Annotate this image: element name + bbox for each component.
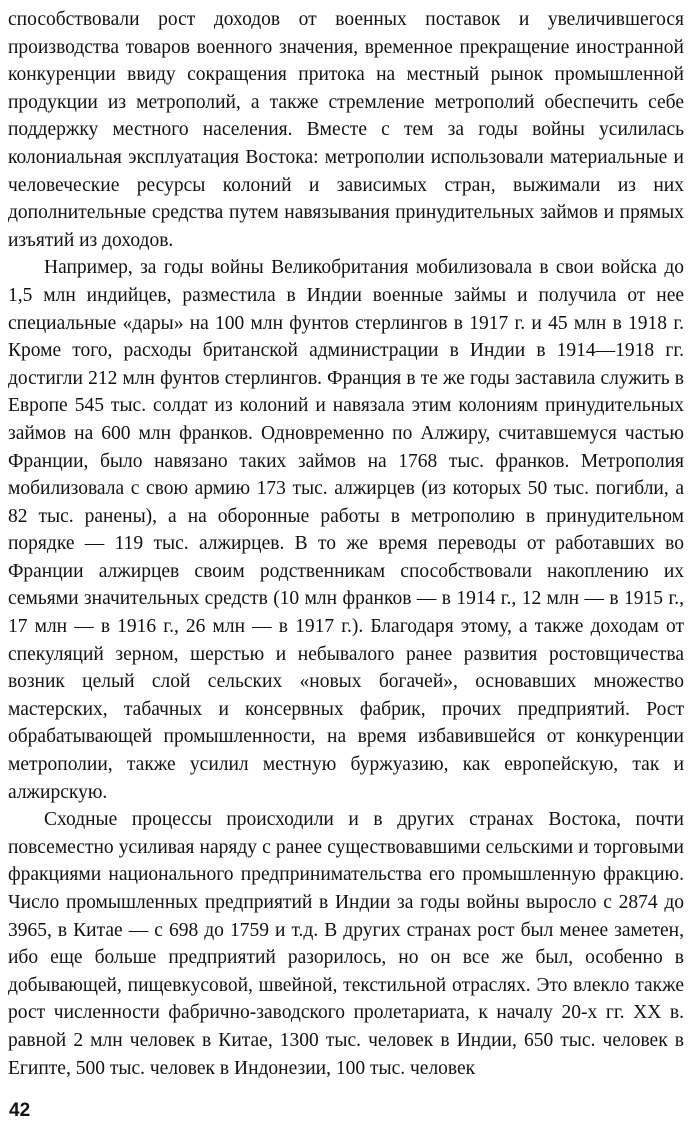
paragraph-3: Сходные процессы происходили и в других странах Востока, почти повсеместно усиливая наряду с ранее существовавшими сельскими и торговыми фракциями национального предпринимательства его промышленную фракцию. Число промышленных предприятий в Индии за годы войны выросло с 2874 до 3965, в Китае — с 698 до 1759 и т.д. В других странах рост был менее заметен, ибо еще больше предприятий разорилось, но он все же был, особенно в добывающей, пищевкусовой, швейной, текстильной отраслях. Это влекло также рост численности фабрично-заводского пролетариата, к началу 20-х гг. XX в. равной 2 млн человек в Китае, 1300 тыс. человек в Индии, 650 тыс. человек в Египте, 500 тыс. человек в Индонезии, 100 тыс. человек — [8, 809, 684, 1079]
paragraph-2: Например, за годы войны Великобритания мобилизовала в свои войска до 1,5 млн индийцев, разместила в Индии военные займы и получила от нее специальные «дары» на 100 млн фунтов стерлингов в 1917 г. и 45 млн в 1918 г. Кроме того, расходы британской администрации в Индии в 1914—1918 гг. достигли 212 млн фунтов стерлингов. Франция в те же годы заставила служить в Европе 545 тыс. солдат из колоний и навязала этим колониям принудительных займов на 600 млн франков. Одновременно по Алжиру, считавшемуся частью Франции, было навязано таких займов на 1768 тыс. франков. Метрополия мобилизовала с свою армию 173 тыс. алжирцев (из которых 50 тыс. погибли, а 82 тыс. ранены), а на оборонные работы в метрополию в принудительном порядке — 119 тыс. алжирцев. В то же время переводы от работавших во Франции алжирцев своим родственникам способствовали накоплению их семьями значительных средств (10 млн франков — в 1914 г., 12 млн — в 1915 г., 17 млн — в 1916 г., 26 млн — в 1917 г.). Благодаря этому, а также доходам от спекуляций зерном, шерстью и небывалого ранее развития ростовщичества возник целый слой сельских «новых богачей», основавших множество мастерских, табачных и консервных фабрик, прочих предприятий. Рост обрабатывающей промышленности, на время избавившейся от конкуренции метрополии, также усилил местную буржуазию, как европейскую, так и алжирскую. — [8, 257, 684, 803]
paragraph-1: способствовали рост доходов от военных поставок и увеличившегося производства товаров военного значения, временное прекращение иностранной конкуренции ввиду сокращения притока на местный рынок промышленной продукции из метрополий, а также стремление метрополий обеспечить себе поддержку местного населения. Вместе с тем за годы войны усилилась колониальная эксплуатация Востока: метрополии использовали материальные и человеческие ресурсы колоний и зависимых стран, выжимали из них дополнительные средства путем навязывания принудительных займов и прямых изъятий из доходов. — [8, 9, 684, 251]
page-number: 42 — [9, 1100, 31, 1121]
book-page-text — [8, 6, 684, 1082]
